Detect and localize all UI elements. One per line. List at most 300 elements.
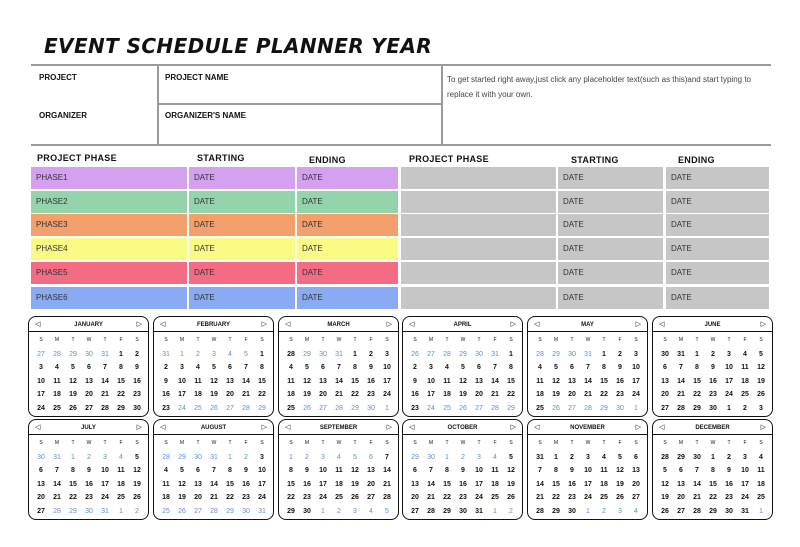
day-cell[interactable]: 11 [53, 377, 61, 385]
day-cell[interactable]: 4 [369, 507, 373, 515]
phase-start-cell-right[interactable]: DATE [558, 167, 663, 189]
day-cell[interactable]: 2 [244, 453, 248, 461]
day-cell[interactable]: 1 [119, 507, 123, 515]
day-cell[interactable]: 6 [228, 364, 232, 371]
phase-name-cell[interactable]: PHASE2 [31, 191, 187, 213]
day-cell[interactable]: 20 [677, 494, 685, 501]
day-cell[interactable]: 29 [600, 404, 608, 412]
day-cell[interactable]: 7 [586, 364, 590, 371]
day-cell[interactable]: 4 [634, 507, 638, 515]
day-cell[interactable]: 10 [178, 377, 186, 385]
day-cell[interactable]: 5 [759, 350, 763, 358]
day-cell[interactable]: 17 [725, 377, 733, 385]
day-cell[interactable]: 14 [427, 480, 435, 488]
day-cell[interactable]: 12 [178, 480, 186, 488]
day-cell[interactable]: 30 [475, 350, 483, 358]
phase-name-cell-right[interactable] [401, 191, 556, 213]
phase-end-cell[interactable]: DATE [297, 287, 398, 309]
day-cell[interactable]: 27 [427, 350, 435, 358]
day-cell[interactable]: 23 [162, 404, 170, 412]
day-cell[interactable]: 10 [632, 364, 640, 371]
day-cell[interactable]: 19 [303, 391, 311, 398]
day-cell[interactable]: 31 [536, 453, 544, 461]
day-cell[interactable]: 2 [618, 350, 622, 358]
day-cell[interactable]: 17 [427, 391, 435, 398]
day-cell[interactable]: 28 [693, 507, 701, 515]
prev-month-icon[interactable]: ◁ [534, 424, 540, 431]
day-cell[interactable]: 14 [53, 480, 61, 488]
day-cell[interactable]: 30 [568, 350, 576, 358]
day-cell[interactable]: 17 [319, 480, 327, 488]
day-cell[interactable]: 7 [493, 364, 497, 371]
day-cell[interactable]: 21 [383, 480, 391, 488]
day-cell[interactable]: 5 [305, 364, 309, 371]
day-cell[interactable]: 9 [413, 377, 417, 385]
day-cell[interactable]: 5 [509, 453, 513, 461]
day-cell[interactable]: 19 [661, 494, 669, 501]
next-month-icon[interactable]: ▷ [136, 321, 142, 328]
day-cell[interactable]: 12 [303, 377, 311, 385]
day-cell[interactable]: 16 [367, 377, 375, 385]
day-cell[interactable]: 14 [693, 480, 701, 488]
day-cell[interactable]: 2 [369, 350, 373, 358]
day-cell[interactable]: 9 [87, 467, 91, 474]
day-cell[interactable]: 5 [461, 364, 465, 371]
day-cell[interactable]: 25 [600, 494, 608, 501]
day-cell[interactable]: 29 [552, 507, 560, 515]
day-cell[interactable]: 28 [101, 404, 109, 412]
day-cell[interactable]: 18 [536, 391, 544, 398]
day-cell[interactable]: 29 [693, 404, 701, 412]
day-cell[interactable]: 28 [584, 404, 592, 412]
day-cell[interactable]: 4 [602, 453, 606, 461]
day-cell[interactable]: 23 [133, 391, 141, 398]
day-cell[interactable]: 27 [661, 404, 669, 412]
day-cell[interactable]: 15 [693, 377, 701, 385]
day-cell[interactable]: 5 [353, 453, 357, 461]
day-cell[interactable]: 9 [711, 364, 715, 371]
day-cell[interactable]: 9 [461, 467, 465, 474]
day-cell[interactable]: 6 [477, 364, 481, 371]
day-cell[interactable]: 30 [661, 350, 669, 358]
day-cell[interactable]: 14 [536, 480, 544, 488]
phase-start-cell[interactable]: DATE [189, 214, 295, 236]
day-cell[interactable]: 1 [119, 350, 123, 358]
day-cell[interactable]: 10 [258, 467, 266, 474]
day-cell[interactable]: 12 [351, 467, 359, 474]
day-cell[interactable]: 17 [584, 480, 592, 488]
day-cell[interactable]: 15 [709, 480, 717, 488]
day-cell[interactable]: 8 [711, 467, 715, 474]
day-cell[interactable]: 25 [741, 391, 749, 398]
organizer-name-field[interactable]: ORGANIZER'S NAME [165, 111, 247, 120]
next-month-icon[interactable]: ▷ [635, 321, 641, 328]
day-cell[interactable]: 19 [210, 391, 218, 398]
day-cell[interactable]: 10 [383, 364, 391, 371]
phase-start-cell[interactable]: DATE [189, 262, 295, 284]
day-cell[interactable]: 26 [178, 507, 186, 515]
day-cell[interactable]: 24 [584, 494, 592, 501]
day-cell[interactable]: 17 [101, 480, 109, 488]
day-cell[interactable]: 2 [135, 507, 139, 515]
day-cell[interactable]: 28 [287, 350, 295, 358]
day-cell[interactable]: 6 [87, 364, 91, 371]
day-cell[interactable]: 17 [741, 480, 749, 488]
day-cell[interactable]: 16 [303, 480, 311, 488]
day-cell[interactable]: 3 [727, 350, 731, 358]
day-cell[interactable]: 12 [69, 377, 77, 385]
day-cell[interactable]: 23 [367, 391, 375, 398]
day-cell[interactable]: 4 [196, 364, 200, 371]
day-cell[interactable]: 9 [244, 467, 248, 474]
day-cell[interactable]: 4 [493, 453, 497, 461]
day-cell[interactable]: 6 [39, 467, 43, 474]
day-cell[interactable]: 31 [491, 350, 499, 358]
day-cell[interactable]: 5 [180, 467, 184, 474]
day-cell[interactable]: 23 [459, 494, 467, 501]
prev-month-icon[interactable]: ◁ [160, 424, 166, 431]
phase-start-cell-right[interactable]: DATE [558, 191, 663, 213]
day-cell[interactable]: 27 [85, 404, 93, 412]
day-cell[interactable]: 3 [743, 453, 747, 461]
day-cell[interactable]: 5 [244, 350, 248, 358]
day-cell[interactable]: 25 [757, 494, 765, 501]
day-cell[interactable]: 25 [287, 404, 295, 412]
day-cell[interactable]: 27 [319, 404, 327, 412]
phase-start-cell[interactable]: DATE [189, 238, 295, 260]
day-cell[interactable]: 8 [289, 467, 293, 474]
day-cell[interactable]: 1 [711, 453, 715, 461]
day-cell[interactable]: 7 [244, 364, 248, 371]
day-cell[interactable]: 12 [616, 467, 624, 474]
phase-end-cell[interactable]: DATE [297, 262, 398, 284]
day-cell[interactable]: 9 [570, 467, 574, 474]
prev-month-icon[interactable]: ◁ [534, 321, 540, 328]
phase-start-cell-right[interactable]: DATE [558, 262, 663, 284]
phase-name-cell[interactable]: PHASE6 [31, 287, 187, 309]
day-cell[interactable]: 28 [335, 404, 343, 412]
day-cell[interactable]: 18 [162, 494, 170, 501]
day-cell[interactable]: 10 [584, 467, 592, 474]
day-cell[interactable]: 6 [413, 467, 417, 474]
day-cell[interactable]: 9 [369, 364, 373, 371]
day-cell[interactable]: 6 [321, 364, 325, 371]
day-cell[interactable]: 26 [351, 494, 359, 501]
day-cell[interactable]: 18 [757, 480, 765, 488]
day-cell[interactable]: 14 [101, 377, 109, 385]
day-cell[interactable]: 28 [53, 507, 61, 515]
day-cell[interactable]: 20 [632, 480, 640, 488]
day-cell[interactable]: 27 [568, 404, 576, 412]
day-cell[interactable]: 31 [101, 350, 109, 358]
day-cell[interactable]: 19 [552, 391, 560, 398]
day-cell[interactable]: 5 [135, 453, 139, 461]
day-cell[interactable]: 20 [367, 480, 375, 488]
day-cell[interactable]: 1 [493, 507, 497, 515]
day-cell[interactable]: 29 [351, 404, 359, 412]
day-cell[interactable]: 10 [475, 467, 483, 474]
day-cell[interactable]: 1 [385, 404, 389, 412]
day-cell[interactable]: 10 [741, 467, 749, 474]
day-cell[interactable]: 26 [507, 494, 515, 501]
day-cell[interactable]: 26 [210, 404, 218, 412]
day-cell[interactable]: 24 [725, 391, 733, 398]
day-cell[interactable]: 2 [413, 364, 417, 371]
day-cell[interactable]: 31 [584, 350, 592, 358]
phase-start-cell-right[interactable]: DATE [558, 287, 663, 309]
phase-end-cell-right[interactable]: DATE [666, 167, 769, 189]
day-cell[interactable]: 25 [491, 494, 499, 501]
day-cell[interactable]: 29 [178, 453, 186, 461]
day-cell[interactable]: 21 [491, 391, 499, 398]
day-cell[interactable]: 4 [759, 453, 763, 461]
day-cell[interactable]: 2 [461, 453, 465, 461]
next-month-icon[interactable]: ▷ [261, 321, 267, 328]
day-cell[interactable]: 21 [242, 391, 250, 398]
day-cell[interactable]: 9 [135, 364, 139, 371]
day-cell[interactable]: 2 [570, 453, 574, 461]
day-cell[interactable]: 28 [661, 453, 669, 461]
day-cell[interactable]: 28 [427, 507, 435, 515]
day-cell[interactable]: 20 [411, 494, 419, 501]
day-cell[interactable]: 12 [210, 377, 218, 385]
day-cell[interactable]: 3 [260, 453, 264, 461]
day-cell[interactable]: 4 [55, 364, 59, 371]
day-cell[interactable]: 29 [69, 350, 77, 358]
day-cell[interactable]: 22 [600, 391, 608, 398]
day-cell[interactable]: 3 [321, 453, 325, 461]
day-cell[interactable]: 18 [335, 480, 343, 488]
day-cell[interactable]: 30 [427, 453, 435, 461]
day-cell[interactable]: 27 [475, 404, 483, 412]
day-cell[interactable]: 28 [242, 404, 250, 412]
day-cell[interactable]: 11 [741, 364, 749, 371]
day-cell[interactable]: 2 [87, 453, 91, 461]
day-cell[interactable]: 27 [226, 404, 234, 412]
day-cell[interactable]: 20 [37, 494, 45, 501]
day-cell[interactable]: 13 [411, 480, 419, 488]
phase-name-cell-right[interactable] [401, 287, 556, 309]
prev-month-icon[interactable]: ◁ [659, 424, 665, 431]
day-cell[interactable]: 11 [443, 377, 451, 385]
day-cell[interactable]: 25 [194, 404, 202, 412]
phase-name-cell-right[interactable] [401, 167, 556, 189]
day-cell[interactable]: 6 [196, 467, 200, 474]
day-cell[interactable]: 18 [117, 480, 125, 488]
day-cell[interactable]: 26 [133, 494, 141, 501]
day-cell[interactable]: 6 [570, 364, 574, 371]
day-cell[interactable]: 31 [53, 453, 61, 461]
phase-end-cell-right[interactable]: DATE [666, 287, 769, 309]
day-cell[interactable]: 31 [162, 350, 170, 358]
day-cell[interactable]: 5 [385, 507, 389, 515]
day-cell[interactable]: 23 [242, 494, 250, 501]
day-cell[interactable]: 26 [616, 494, 624, 501]
day-cell[interactable]: 29 [226, 507, 234, 515]
day-cell[interactable]: 1 [228, 453, 232, 461]
day-cell[interactable]: 26 [552, 404, 560, 412]
day-cell[interactable]: 21 [335, 391, 343, 398]
day-cell[interactable]: 2 [602, 507, 606, 515]
day-cell[interactable]: 27 [411, 507, 419, 515]
day-cell[interactable]: 29 [117, 404, 125, 412]
day-cell[interactable]: 5 [554, 364, 558, 371]
day-cell[interactable]: 21 [210, 494, 218, 501]
day-cell[interactable]: 13 [194, 480, 202, 488]
phase-end-cell[interactable]: DATE [297, 214, 398, 236]
day-cell[interactable]: 18 [600, 480, 608, 488]
day-cell[interactable]: 21 [101, 391, 109, 398]
day-cell[interactable]: 22 [693, 391, 701, 398]
day-cell[interactable]: 13 [319, 377, 327, 385]
day-cell[interactable]: 10 [37, 377, 45, 385]
day-cell[interactable]: 11 [194, 377, 202, 385]
day-cell[interactable]: 13 [475, 377, 483, 385]
day-cell[interactable]: 22 [117, 391, 125, 398]
day-cell[interactable]: 18 [194, 391, 202, 398]
day-cell[interactable]: 6 [369, 453, 373, 461]
day-cell[interactable]: 9 [727, 467, 731, 474]
day-cell[interactable]: 2 [509, 507, 513, 515]
day-cell[interactable]: 26 [459, 404, 467, 412]
day-cell[interactable]: 8 [602, 364, 606, 371]
prev-month-icon[interactable]: ◁ [659, 321, 665, 328]
day-cell[interactable]: 1 [445, 453, 449, 461]
day-cell[interactable]: 26 [661, 507, 669, 515]
day-cell[interactable]: 29 [552, 350, 560, 358]
day-cell[interactable]: 19 [507, 480, 515, 488]
day-cell[interactable]: 24 [258, 494, 266, 501]
next-month-icon[interactable]: ▷ [386, 424, 392, 431]
day-cell[interactable]: 21 [584, 391, 592, 398]
day-cell[interactable]: 8 [228, 467, 232, 474]
prev-month-icon[interactable]: ◁ [35, 321, 41, 328]
day-cell[interactable]: 19 [616, 480, 624, 488]
day-cell[interactable]: 22 [552, 494, 560, 501]
day-cell[interactable]: 29 [709, 507, 717, 515]
day-cell[interactable]: 28 [210, 507, 218, 515]
day-cell[interactable]: 15 [117, 377, 125, 385]
day-cell[interactable]: 30 [303, 507, 311, 515]
day-cell[interactable]: 29 [69, 507, 77, 515]
day-cell[interactable]: 20 [319, 391, 327, 398]
day-cell[interactable]: 16 [568, 480, 576, 488]
day-cell[interactable]: 14 [383, 467, 391, 474]
day-cell[interactable]: 20 [475, 391, 483, 398]
day-cell[interactable]: 17 [475, 480, 483, 488]
day-cell[interactable]: 16 [242, 480, 250, 488]
day-cell[interactable]: 6 [679, 467, 683, 474]
day-cell[interactable]: 31 [101, 507, 109, 515]
phase-name-cell[interactable]: PHASE5 [31, 262, 187, 284]
day-cell[interactable]: 24 [632, 391, 640, 398]
day-cell[interactable]: 16 [85, 480, 93, 488]
day-cell[interactable]: 7 [538, 467, 542, 474]
day-cell[interactable]: 4 [538, 364, 542, 371]
prev-month-icon[interactable]: ◁ [409, 321, 415, 328]
day-cell[interactable]: 13 [367, 467, 375, 474]
day-cell[interactable]: 22 [443, 494, 451, 501]
day-cell[interactable]: 13 [661, 377, 669, 385]
day-cell[interactable]: 23 [303, 494, 311, 501]
day-cell[interactable]: 31 [258, 507, 266, 515]
day-cell[interactable]: 11 [162, 480, 170, 488]
day-cell[interactable]: 2 [196, 350, 200, 358]
next-month-icon[interactable]: ▷ [760, 321, 766, 328]
day-cell[interactable]: 14 [584, 377, 592, 385]
day-cell[interactable]: 28 [536, 350, 544, 358]
phase-end-cell[interactable]: DATE [297, 191, 398, 213]
next-month-icon[interactable]: ▷ [760, 424, 766, 431]
next-month-icon[interactable]: ▷ [386, 321, 392, 328]
prev-month-icon[interactable]: ◁ [285, 321, 291, 328]
day-cell[interactable]: 13 [37, 480, 45, 488]
day-cell[interactable]: 30 [616, 404, 624, 412]
day-cell[interactable]: 23 [616, 391, 624, 398]
phase-end-cell-right[interactable]: DATE [666, 238, 769, 260]
day-cell[interactable]: 29 [677, 453, 685, 461]
day-cell[interactable]: 29 [507, 404, 515, 412]
day-cell[interactable]: 28 [162, 453, 170, 461]
day-cell[interactable]: 3 [634, 350, 638, 358]
phase-start-cell-right[interactable]: DATE [558, 214, 663, 236]
day-cell[interactable]: 16 [411, 391, 419, 398]
day-cell[interactable]: 30 [85, 507, 93, 515]
day-cell[interactable]: 15 [443, 480, 451, 488]
day-cell[interactable]: 4 [164, 467, 168, 474]
day-cell[interactable]: 7 [55, 467, 59, 474]
day-cell[interactable]: 15 [69, 480, 77, 488]
day-cell[interactable]: 4 [228, 350, 232, 358]
day-cell[interactable]: 2 [164, 364, 168, 371]
day-cell[interactable]: 8 [695, 364, 699, 371]
day-cell[interactable]: 17 [178, 391, 186, 398]
day-cell[interactable]: 24 [427, 404, 435, 412]
day-cell[interactable]: 12 [507, 467, 515, 474]
day-cell[interactable]: 17 [632, 377, 640, 385]
day-cell[interactable]: 23 [709, 391, 717, 398]
day-cell[interactable]: 26 [411, 350, 419, 358]
day-cell[interactable]: 21 [693, 494, 701, 501]
day-cell[interactable]: 3 [429, 364, 433, 371]
day-cell[interactable]: 2 [337, 507, 341, 515]
day-cell[interactable]: 30 [85, 350, 93, 358]
day-cell[interactable]: 22 [351, 391, 359, 398]
day-cell[interactable]: 1 [634, 404, 638, 412]
day-cell[interactable]: 9 [618, 364, 622, 371]
day-cell[interactable]: 20 [226, 391, 234, 398]
day-cell[interactable]: 7 [212, 467, 216, 474]
day-cell[interactable]: 20 [661, 391, 669, 398]
phase-name-cell-right[interactable] [401, 214, 556, 236]
day-cell[interactable]: 1 [260, 350, 264, 358]
day-cell[interactable]: 14 [242, 377, 250, 385]
day-cell[interactable]: 15 [552, 480, 560, 488]
day-cell[interactable]: 25 [53, 404, 61, 412]
day-cell[interactable]: 1 [586, 507, 590, 515]
day-cell[interactable]: 2 [305, 453, 309, 461]
day-cell[interactable]: 10 [319, 467, 327, 474]
phase-name-cell-right[interactable] [401, 238, 556, 260]
day-cell[interactable]: 23 [725, 494, 733, 501]
day-cell[interactable]: 26 [69, 404, 77, 412]
day-cell[interactable]: 29 [258, 404, 266, 412]
day-cell[interactable]: 2 [711, 350, 715, 358]
day-cell[interactable]: 16 [133, 377, 141, 385]
day-cell[interactable]: 1 [759, 507, 763, 515]
phase-start-cell[interactable]: DATE [189, 287, 295, 309]
day-cell[interactable]: 7 [429, 467, 433, 474]
